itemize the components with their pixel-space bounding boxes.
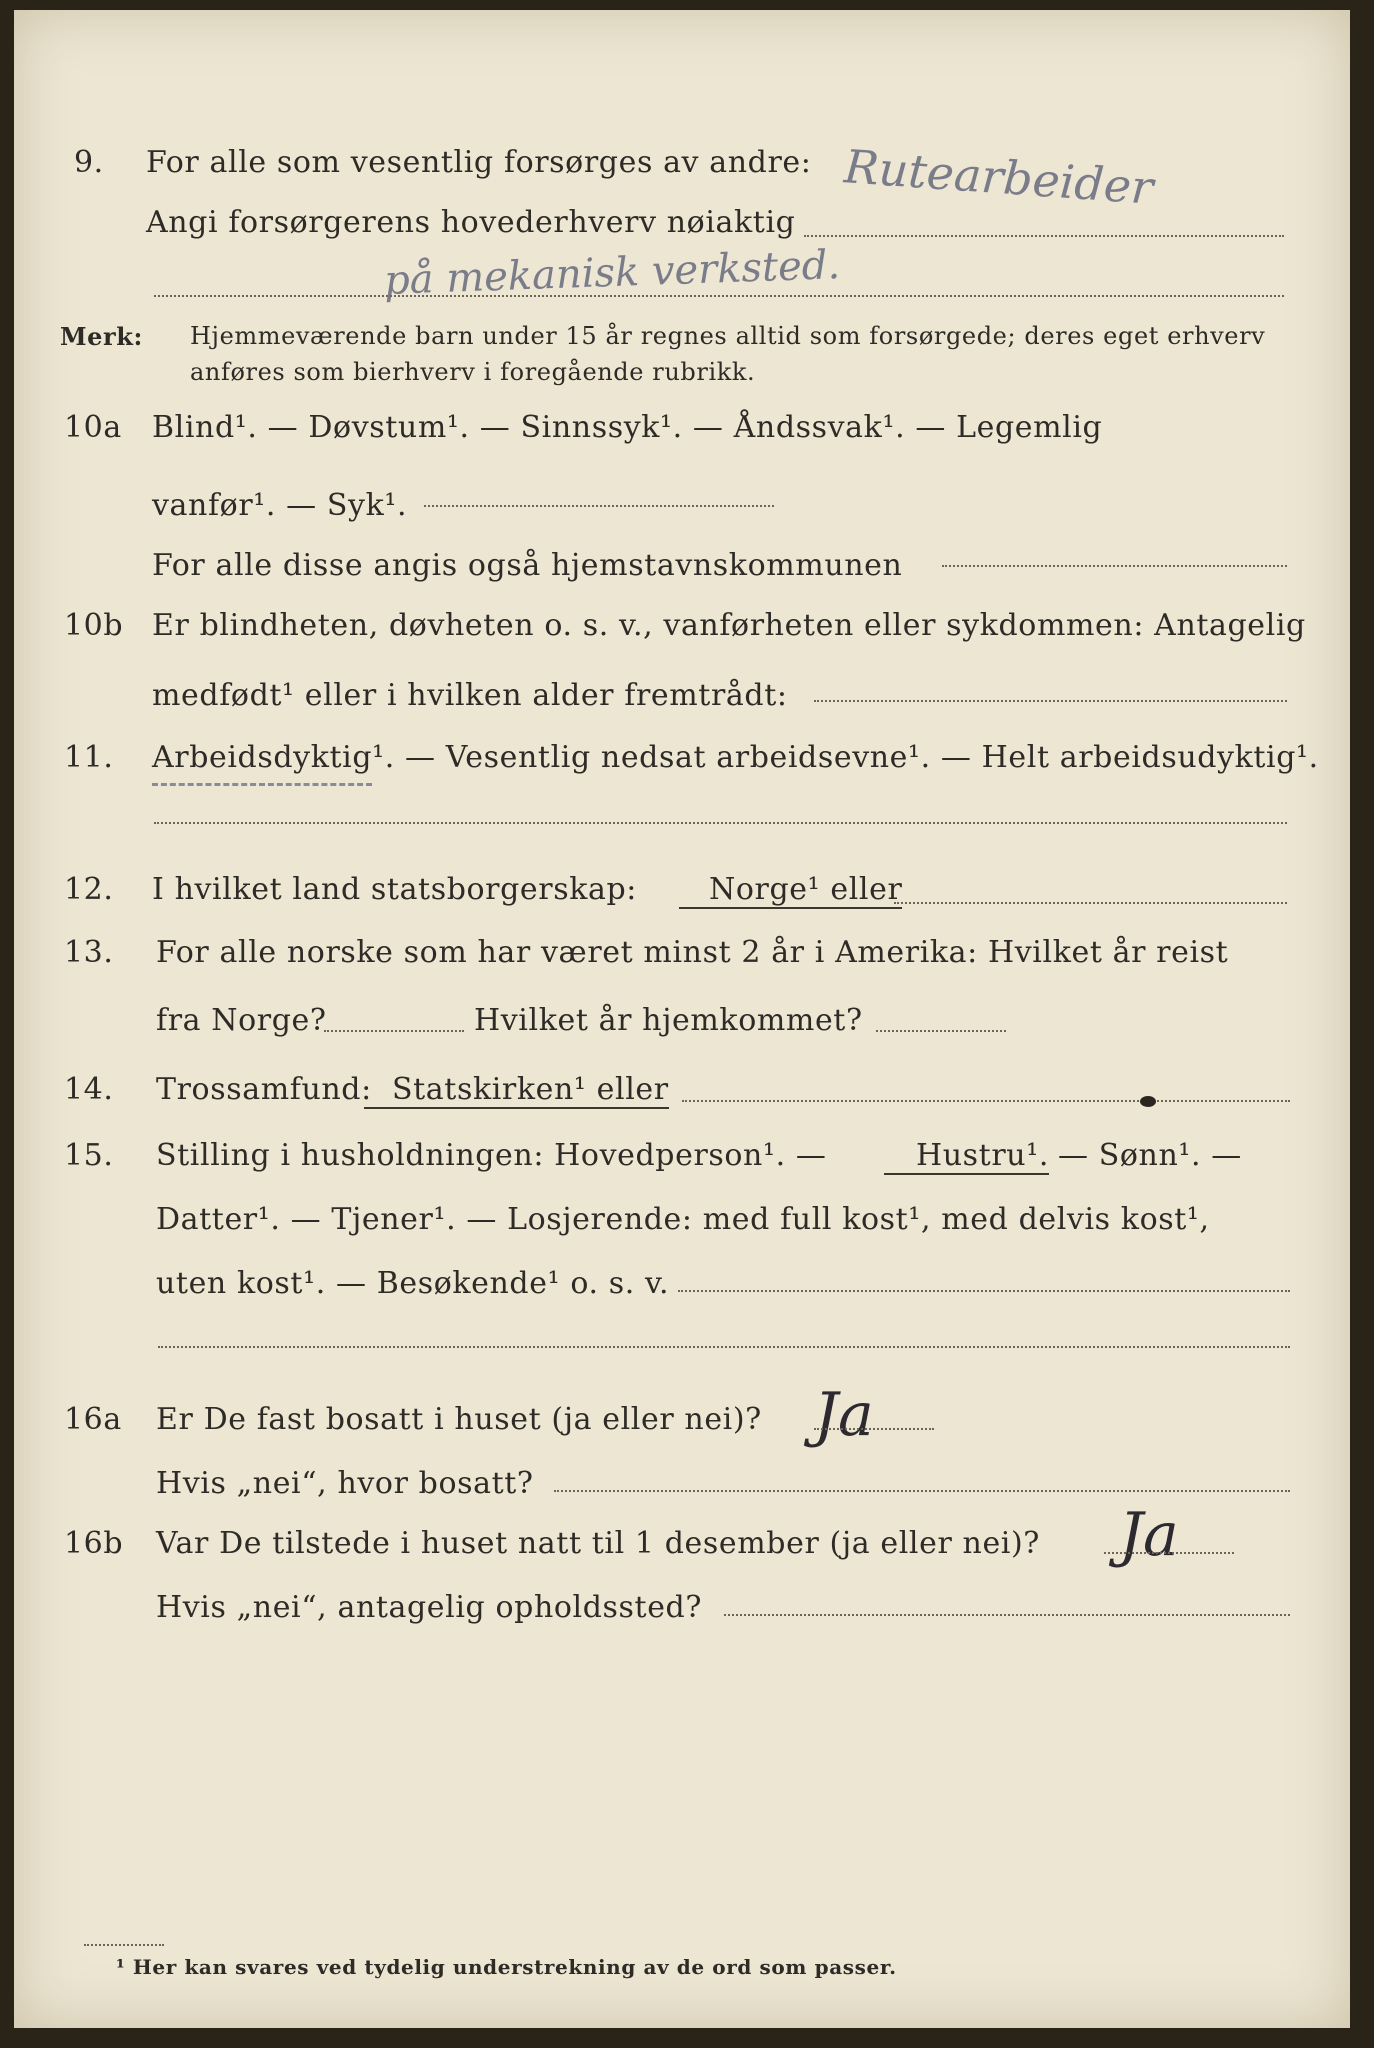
question-9-number: 9. — [74, 145, 104, 180]
answer-hustru-underlined: Hustru¹. — [884, 1138, 1049, 1175]
footnote: ¹ Her kan svares ved tydelig understrekning av de ord som passer. — [116, 1955, 897, 1979]
question-13-text-2: fra Norge? — [156, 1003, 327, 1038]
census-form-page — [14, 10, 1350, 2028]
question-16a-text: Er De fast bosatt i huset (ja eller nei)? — [156, 1402, 762, 1437]
question-16a-number: 16a — [64, 1402, 122, 1437]
question-10a-answer-line — [424, 505, 774, 507]
question-13-answer-line — [324, 1030, 464, 1032]
question-9-answer-line — [804, 235, 1284, 237]
question-10a-text: Blind¹. — Døvstum¹. — Sinnssyk¹. — Åndssvak¹. — Legemlig — [152, 410, 1103, 445]
question-15-text-4: uten kost¹. — Besøkende¹ o. s. v. — [156, 1266, 670, 1301]
question-9-text-2: Angi forsørgerens hovederhverv nøiaktig — [146, 205, 796, 240]
question-14-text: Trossamfund: — [156, 1072, 372, 1107]
note-text: Hjemmeværende barn under 15 år regnes alltid som forsørgede; deres eget erhverv — [190, 322, 1266, 350]
question-10b-answer-line — [814, 700, 1287, 702]
question-13-text: For alle norske som har været minst 2 år i Amerika: Hvilket år reist — [156, 935, 1229, 970]
question-16a-answer-line-2 — [554, 1490, 1290, 1492]
question-16a-handwritten-answer: Ja — [814, 1380, 874, 1450]
answer-arbeidsdyktig-underlined: Arbeidsdyktig — [152, 740, 372, 786]
answer-statskirken-underlined: Statskirken¹ eller — [364, 1072, 669, 1109]
question-10a-text-2: vanfør¹. — Syk¹. — [152, 488, 408, 523]
question-15-answer-line — [678, 1290, 1290, 1292]
question-16b-text-2: Hvis „nei“, antagelig opholdssted? — [156, 1590, 703, 1625]
question-10a-text-3: For alle disse angis også hjemstavnskommunen — [152, 548, 903, 583]
question-11-answer-line — [154, 822, 1287, 824]
footnote-rule — [84, 1944, 164, 1946]
question-11-number: 11. — [64, 740, 114, 775]
question-12-answer-line — [894, 902, 1287, 904]
note-label: Merk: — [60, 322, 143, 351]
question-16a-answer-line — [814, 1428, 934, 1430]
question-16b-answer-line — [1104, 1552, 1234, 1554]
question-12-number: 12. — [64, 872, 114, 907]
question-15-number: 15. — [64, 1138, 114, 1173]
question-15-answer-line-2 — [158, 1346, 1290, 1348]
question-16a-text-2: Hvis „nei“, hvor bosatt? — [156, 1466, 534, 1501]
question-9-handwritten-answer: Rutearbeider — [842, 139, 1155, 215]
note-text-2: anføres som bierhverv i foregående rubrikk. — [190, 358, 756, 386]
question-12-text: I hvilket land statsborgerskap: — [152, 872, 637, 907]
question-14-answer-line — [682, 1100, 1290, 1102]
question-13-number: 13. — [64, 935, 114, 970]
question-15-text-3: Datter¹. — Tjener¹. — Losjerende: med full kost¹, med delvis kost¹, — [156, 1202, 1210, 1237]
question-16b-answer-line-2 — [724, 1614, 1290, 1616]
question-16b-number: 16b — [64, 1526, 124, 1561]
question-14-number: 14. — [64, 1072, 114, 1107]
question-10b-number: 10b — [64, 608, 124, 643]
question-9-answer-line-2 — [154, 295, 1284, 297]
question-15-text-2: — Sønn¹. — — [1058, 1138, 1242, 1173]
question-13-text-3: Hvilket år hjemkommet? — [474, 1003, 863, 1038]
question-13-answer-line-2 — [876, 1030, 1006, 1032]
question-10b-text: Er blindheten, døvheten o. s. v., vanførheten eller sykdommen: Antagelig — [152, 608, 1306, 643]
question-16b-text: Var De tilstede i huset natt til 1 desember (ja eller nei)? — [156, 1526, 1040, 1561]
question-10a-answer-line-2 — [942, 565, 1287, 567]
question-9-text: For alle som vesentlig forsørges av andre: — [146, 145, 812, 180]
question-10a-number: 10a — [64, 410, 122, 445]
question-9-handwritten-answer-2: på mekanisk verksted. — [383, 242, 841, 304]
question-15-text: Stilling i husholdningen: Hovedperson¹. — — [156, 1138, 827, 1173]
answer-norge-underlined: Norge¹ eller — [679, 872, 902, 909]
question-10b-text-2: medfødt¹ eller i hvilken alder fremtrådt: — [152, 678, 788, 713]
ink-blot — [1140, 1096, 1156, 1107]
question-16b-handwritten-answer: Ja — [1119, 1500, 1179, 1570]
question-11-text: ¹. — Vesentlig nedsat arbeidsevne¹. — Helt arbeidsudyktig¹. — [372, 740, 1319, 775]
